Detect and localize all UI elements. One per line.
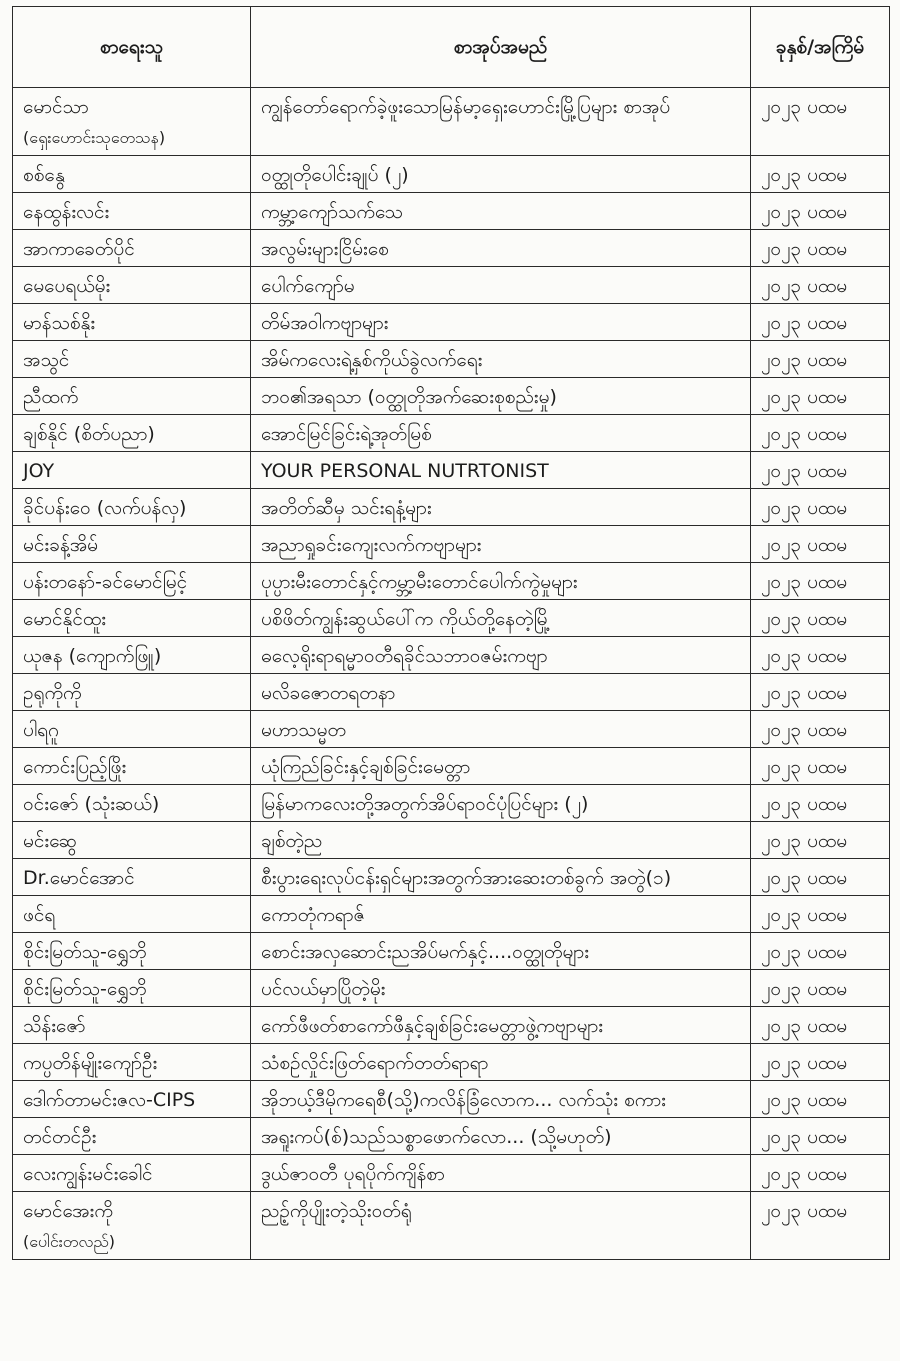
table-row <box>13 304 890 341</box>
author-name: JOY <box>23 460 55 482</box>
author-cell <box>13 415 251 452</box>
edition-cell: ၂၀၂၃ ပထမ <box>751 230 890 267</box>
table-row <box>13 88 890 156</box>
author-name: ခိုင်ပန်းဝေ (လက်ပန်လှ) <box>23 497 187 519</box>
author-cell <box>13 822 251 859</box>
author-name: ချစ်နိုင် (စိတ်ပညာ) <box>23 423 155 445</box>
edition-cell: ၂၀၂၃ ပထမ <box>751 452 890 489</box>
edition-cell: ၂၀၂၃ ပထမ <box>751 156 890 193</box>
edition-cell: ၂၀၂၃ ပထမ <box>751 600 890 637</box>
table-row <box>13 156 890 193</box>
author-name: စစ်နွေ <box>23 164 65 186</box>
edition-cell: ၂၀၂၃ ပထမ <box>751 1081 890 1118</box>
title-cell: ပုပ္ပားမီးတောင်နှင့်ကမ္ဘာ့မီးတောင်ပေါက်ကွဲမှုများ <box>251 563 751 600</box>
edition-cell: ၂၀၂၃ ပထမ <box>751 267 890 304</box>
title-cell: သံစဉ်လှိုင်းဖြတ်ရောက်တတ်ရာရာ <box>251 1044 751 1081</box>
title-cell: တိမ်အဝါကဗျာများ <box>251 304 751 341</box>
header-edition: ခုနှစ်/အကြိမ် <box>751 7 890 88</box>
book-list-table <box>12 6 890 1260</box>
author-cell <box>13 1118 251 1155</box>
author-name: ကောင်းပြည့်ဖြိုး <box>23 756 127 778</box>
table-row <box>13 933 890 970</box>
table-row <box>13 1118 890 1155</box>
edition-cell: ၂၀၂၃ ပထမ <box>751 1007 890 1044</box>
edition-cell: ၂၀၂၃ ပထမ <box>751 1192 890 1260</box>
author-name: မောင်နိုင်ထူး <box>23 608 107 630</box>
author-cell <box>13 267 251 304</box>
author-name: မောင်သာ <box>23 96 89 118</box>
edition-cell: ၂၀၂၃ ပထမ <box>751 859 890 896</box>
author-cell <box>13 748 251 785</box>
table-row <box>13 1192 890 1260</box>
edition-cell: ၂၀၂၃ ပထမ <box>751 711 890 748</box>
table-row <box>13 378 890 415</box>
author-name: ဖင်ရ <box>23 904 56 926</box>
table-row <box>13 452 890 489</box>
table-row <box>13 822 890 859</box>
author-name: မာန်သစ်နိုး <box>23 312 96 334</box>
author-name: ဒေါက်တာမင်းဇလ-CIPS <box>23 1089 196 1111</box>
title-cell: ကျွန်တော်ရောက်ခဲ့ဖူးသောမြန်မာ့ရှေးဟောင်းမြို့ပြများ စာအုပ် <box>251 88 751 156</box>
title-cell: ပစိဖိတ်ကျွန်းဆွယ်ပေါ်က ကိုယ်တို့နေတဲ့မြို့ <box>251 600 751 637</box>
title-cell: မလိခဇောတရတနာ <box>251 674 751 711</box>
title-cell: အရူးကပ်(စ်)သည်သစ္စာဖောက်လော... (သို့မဟုတ်) <box>251 1118 751 1155</box>
title-cell: အိုဘယ့်ဒီမိုကရေစီ(သို့)ကလိန်ခြံလောက... လက်သုံး စကား <box>251 1081 751 1118</box>
table-row <box>13 193 890 230</box>
title-cell: အတိတ်ဆီမှ သင်းရနံ့များ <box>251 489 751 526</box>
table-header-row <box>13 7 890 88</box>
edition-cell: ၂၀၂၃ ပထမ <box>751 674 890 711</box>
table-row <box>13 1155 890 1192</box>
title-cell: ညဥ့်ကိုပျိုးတဲ့သိုးဝတ်ရုံ <box>251 1192 751 1260</box>
edition-cell: ၂၀၂၃ ပထမ <box>751 415 890 452</box>
edition-cell: ၂၀၂၃ ပထမ <box>751 563 890 600</box>
table-row <box>13 1044 890 1081</box>
author-cell <box>13 341 251 378</box>
table-row <box>13 600 890 637</box>
title-cell: ဒွယ်ဇာဝတီ ပုရပိုက်ကျိန်စာ <box>251 1155 751 1192</box>
author-name: တင်တင်ဦး <box>23 1126 97 1148</box>
title-cell: YOUR PERSONAL NUTRTONIST <box>251 452 751 489</box>
title-cell: ဝတ္ထုတိုပေါင်းချုပ် (၂) <box>251 156 751 193</box>
author-name: မင်းခန့်အိမ် <box>23 534 99 556</box>
author-name: ပန်းတနော်-ခင်မောင်မြင့် <box>23 571 188 593</box>
edition-cell: ၂၀၂၃ ပထမ <box>751 1044 890 1081</box>
author-name: ဝင်းဇော် (သုံးဆယ်) <box>23 793 160 815</box>
header-author: စာရေးသူ <box>13 7 251 88</box>
edition-cell: ၂၀၂၃ ပထမ <box>751 378 890 415</box>
title-cell: အလွမ်းများငြိမ်းစေ <box>251 230 751 267</box>
edition-cell: ၂၀၂၃ ပထမ <box>751 526 890 563</box>
edition-cell: ၂၀၂၃ ပထမ <box>751 970 890 1007</box>
author-name: ပါရဂူ <box>23 719 59 741</box>
author-cell <box>13 859 251 896</box>
title-cell: စောင်းအလှဆောင်းညအိပ်မက်နှင့်....ဝတ္ထုတိုများ <box>251 933 751 970</box>
table-row <box>13 563 890 600</box>
author-cell <box>13 1155 251 1192</box>
edition-cell: ၂၀၂၃ ပထမ <box>751 785 890 822</box>
title-cell: မဟာသမ္မတ <box>251 711 751 748</box>
author-name: မင်းဆွေ <box>23 830 78 852</box>
title-cell: အိမ်ကလေးရဲ့နှစ်ကိုယ်ခွဲလက်ရေး <box>251 341 751 378</box>
title-cell: ကော်ဖီဖတ်စာကော်ဖီနှင့်ချစ်ခြင်းမေတ္တာဖွဲ့ကဗျာများ <box>251 1007 751 1044</box>
author-name: ယုဇန (ကျောက်ဖြူ) <box>23 645 162 667</box>
title-cell: ချစ်တဲ့ည <box>251 822 751 859</box>
table-row <box>13 896 890 933</box>
author-cell <box>13 88 251 156</box>
header-title: စာအုပ်အမည် <box>251 7 751 88</box>
table-row <box>13 230 890 267</box>
edition-cell: ၂၀၂၃ ပထမ <box>751 1118 890 1155</box>
author-cell <box>13 970 251 1007</box>
author-name: မေပေရယ်မိုး <box>23 275 111 297</box>
table-row <box>13 267 890 304</box>
edition-cell: ၂၀၂၃ ပထမ <box>751 637 890 674</box>
author-cell <box>13 600 251 637</box>
author-cell <box>13 526 251 563</box>
author-cell <box>13 156 251 193</box>
author-note: (ရှေးဟောင်းသုတေသန) <box>23 128 166 147</box>
author-cell <box>13 1192 251 1260</box>
title-cell: အောင်မြင်ခြင်းရဲ့အုတ်မြစ် <box>251 415 751 452</box>
edition-cell: ၂၀၂၃ ပထမ <box>751 304 890 341</box>
table-row <box>13 1081 890 1118</box>
title-cell: ကောတုံကရာဇ် <box>251 896 751 933</box>
author-cell <box>13 563 251 600</box>
edition-cell: ၂၀၂၃ ပထမ <box>751 193 890 230</box>
table-row <box>13 489 890 526</box>
author-name: အသွင် <box>23 349 70 371</box>
title-cell: အညာရှုခင်းကျေးလက်ကဗျာများ <box>251 526 751 563</box>
author-name: စိုင်းမြတ်သူ-ရွှေဘို <box>23 978 147 1000</box>
title-cell: ဘဝ၏အရသာ (ဝတ္ထုတိုအက်ဆေးစုစည်းမှု) <box>251 378 751 415</box>
author-name: ညီထက် <box>23 386 79 408</box>
author-cell <box>13 674 251 711</box>
author-cell <box>13 1044 251 1081</box>
table-row <box>13 711 890 748</box>
author-cell <box>13 711 251 748</box>
author-cell <box>13 785 251 822</box>
table-row <box>13 785 890 822</box>
author-cell <box>13 1081 251 1118</box>
table-row <box>13 970 890 1007</box>
author-name: နေထွန်းလင်း <box>23 201 110 223</box>
author-name: လေးကျွန်းမင်းခေါင် <box>23 1163 153 1185</box>
title-cell: ပေါက်ကျော်မ <box>251 267 751 304</box>
author-cell <box>13 304 251 341</box>
edition-cell: ၂၀၂၃ ပထမ <box>751 822 890 859</box>
author-cell <box>13 230 251 267</box>
title-cell: ပင်လယ်မှာပြိုတဲ့မိုး <box>251 970 751 1007</box>
title-cell: စီးပွားရေးလုပ်ငန်းရှင်များအတွက်အားဆေးတစ်ခွက် အတွဲ(၁) <box>251 859 751 896</box>
table-row <box>13 526 890 563</box>
author-cell <box>13 896 251 933</box>
author-name: မောင်အေးကို <box>23 1200 113 1222</box>
table-row <box>13 415 890 452</box>
author-name: စိုင်းမြတ်သူ-ရွှေဘို <box>23 941 147 963</box>
edition-cell: ၂၀၂၃ ပထမ <box>751 489 890 526</box>
table-row <box>13 341 890 378</box>
author-name: ဥရုကိုကို <box>23 682 82 704</box>
table-row <box>13 859 890 896</box>
table-row <box>13 637 890 674</box>
author-cell <box>13 637 251 674</box>
title-cell: ဓလေ့ရိုးရာရမ္မာဝတီရခိုင်သဘာဝဇမ်းကဗျာ <box>251 637 751 674</box>
edition-cell: ၂၀၂၃ ပထမ <box>751 88 890 156</box>
edition-cell: ၂၀၂၃ ပထမ <box>751 896 890 933</box>
table-row <box>13 1007 890 1044</box>
edition-cell: ၂၀၂၃ ပထမ <box>751 748 890 785</box>
table-body <box>13 88 890 1260</box>
title-cell: မြန်မာကလေးတို့အတွက်အိပ်ရာဝင်ပုံပြင်များ (၂) <box>251 785 751 822</box>
author-cell <box>13 489 251 526</box>
author-name: ကပ္ပတိန်မျိုးကျော်ဦး <box>23 1052 158 1074</box>
author-note: (ပေါင်းတလည်) <box>23 1232 116 1251</box>
author-cell <box>13 452 251 489</box>
edition-cell: ၂၀၂၃ ပထမ <box>751 1155 890 1192</box>
edition-cell: ၂၀၂၃ ပထမ <box>751 341 890 378</box>
author-cell <box>13 1007 251 1044</box>
edition-cell: ၂၀၂၃ ပထမ <box>751 933 890 970</box>
author-cell <box>13 933 251 970</box>
author-name: Dr.မောင်အောင် <box>23 867 135 889</box>
author-name: သိန်းဇော် <box>23 1015 86 1037</box>
title-cell: ယုံကြည်ခြင်းနှင့်ချစ်ခြင်းမေတ္တာ <box>251 748 751 785</box>
title-cell: ကမ္ဘာ့ကျော်သက်သေ <box>251 193 751 230</box>
author-cell <box>13 378 251 415</box>
table-row <box>13 674 890 711</box>
author-cell <box>13 193 251 230</box>
author-name: အာကာခေတ်ပိုင် <box>23 238 135 260</box>
table-row <box>13 748 890 785</box>
